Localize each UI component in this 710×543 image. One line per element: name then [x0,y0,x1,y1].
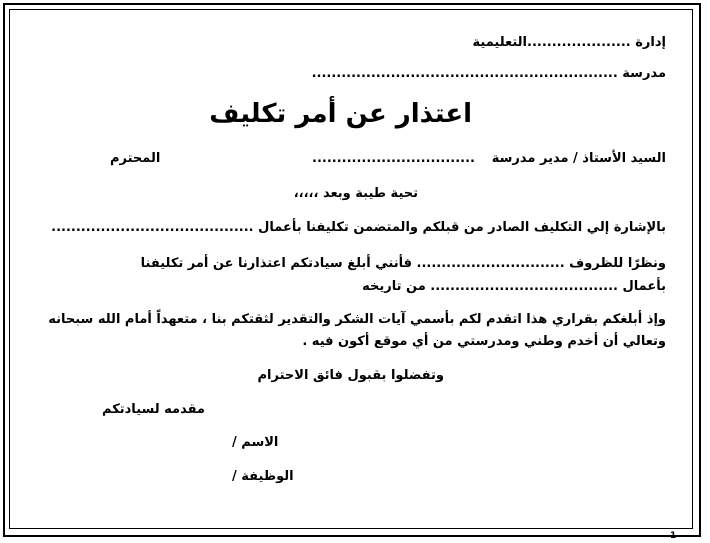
administration-line: إدارة .....................التعليمية [472,35,666,50]
body-line-3: بأعمال ...................................... من تاريخه [362,279,666,294]
body-line-2: ونظرًا للظروف .............................. فأنني أبلغ سيادتكم اعتذارنا عن أمر تكليفنا [140,256,666,271]
body-line-1: بالإشارة إلي التكليف الصادر من قبلكم والمتضمن تكليفنا بأعمال ......................................... [51,220,666,235]
greeting: تحية طيبة وبعد ،،،،، [293,186,418,201]
addressee-honorific: المحترم [110,151,161,166]
body-line-4: وإذ أبلغكم بقراري هذا اتقدم لكم بأسمي آيات الشكر والتقدير لثقتكم بنا ، متعهداً أمام الله سبحانه [48,312,666,327]
closing: وتفضلوا بقبول فائق الاحترام [257,368,444,383]
submitted-by: مقدمه لسيادتكم [102,402,205,417]
school-line: مدرسة .............................................................. [311,66,666,81]
page-number: 1 [670,531,677,541]
body-line-5: وتعالي أن أخدم وطني ومدرستي من أي موقع أكون فيه . [302,334,666,349]
addressee-dots: ................................. [312,151,475,166]
job-field-label: الوظيفة / [232,469,294,484]
document-title: اعتذار عن أمر تكليف [209,99,472,129]
addressee-prefix: السيد الأستاذ / مدير مدرسة [491,151,666,166]
name-field-label: الاسم / [232,435,279,450]
